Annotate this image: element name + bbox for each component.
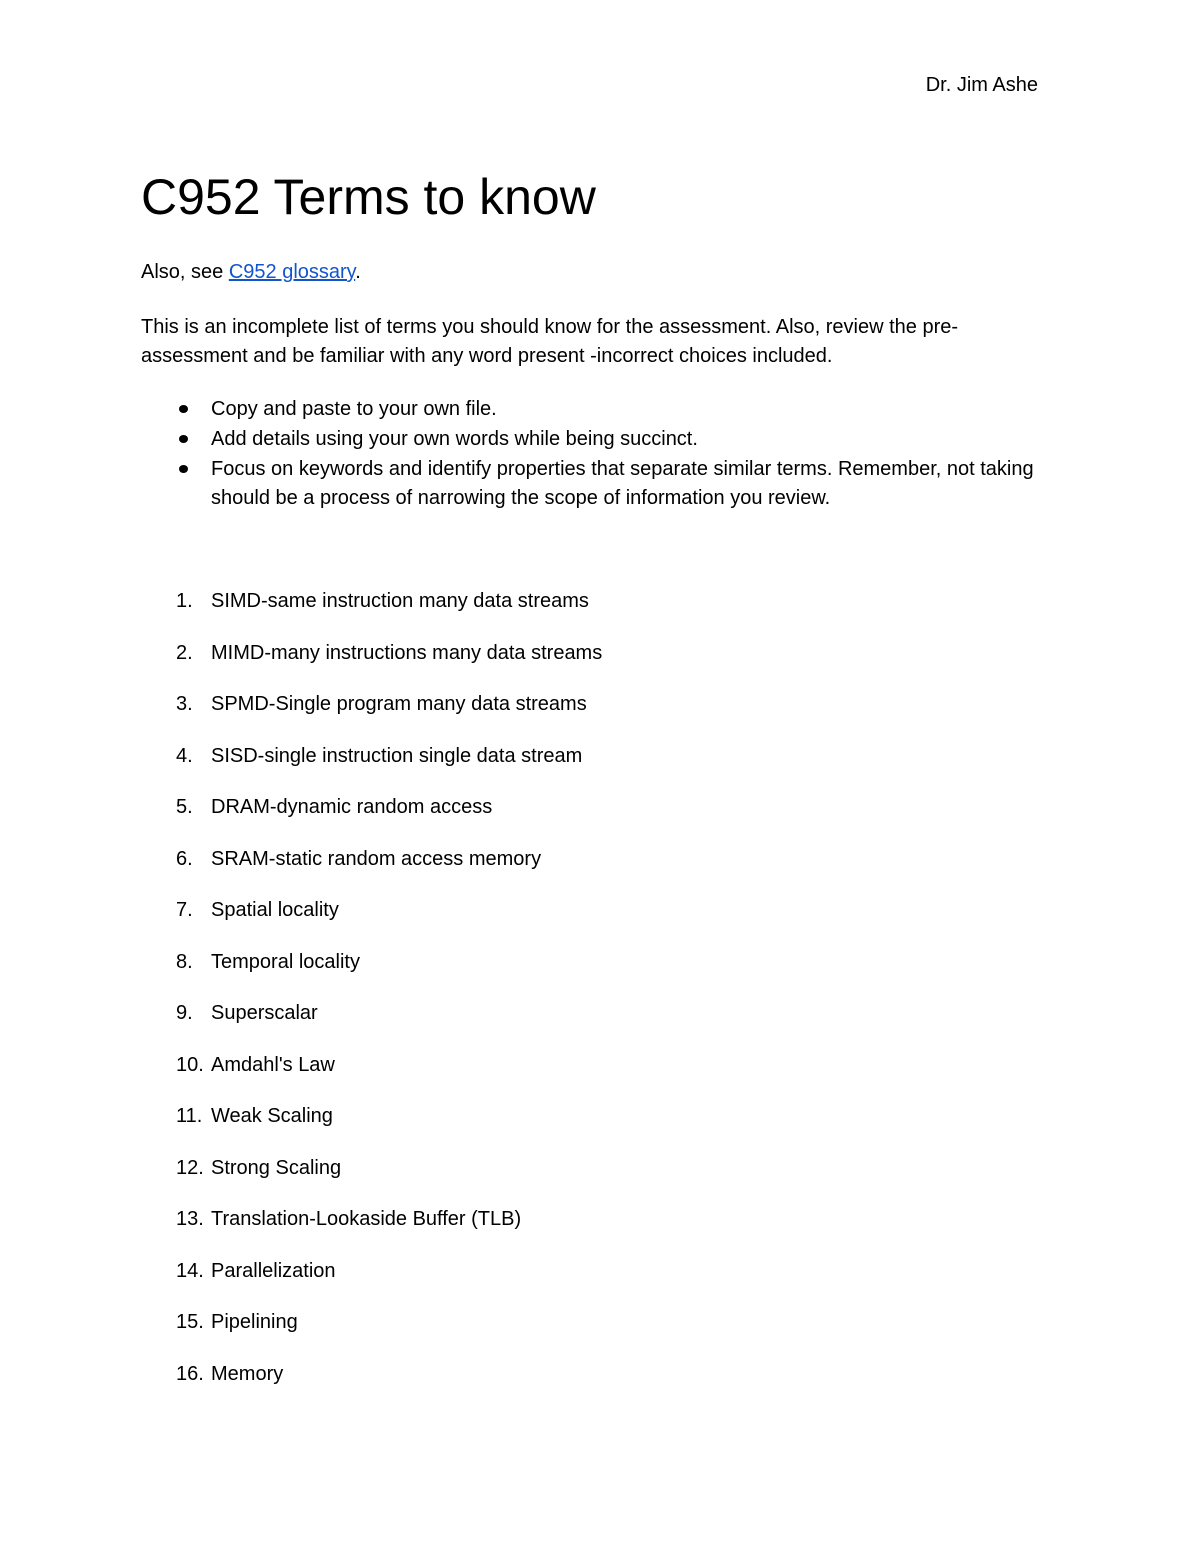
header-author: Dr. Jim Ashe <box>925 74 1038 96</box>
term-number: 3. <box>176 693 193 715</box>
term-number: 16. <box>176 1362 204 1385</box>
term-item <box>141 949 1051 1001</box>
term-item <box>141 1206 1051 1258</box>
term-text: Superscalar <box>211 1002 318 1024</box>
bullet-text: Copy and paste to your own file. <box>211 398 497 420</box>
term-number: 13. <box>176 1208 204 1230</box>
term-item <box>141 743 1051 795</box>
intro-paragraph: This is an incomplete list of terms you should know for the assessment. Also, review the pre-assessment and be familiar with any word present -incorrect choices included. <box>141 316 959 367</box>
also-see-prefix: Also, see <box>141 261 229 283</box>
term-number: 15. <box>176 1311 204 1333</box>
term-number: 6. <box>176 847 193 870</box>
term-text: SISD-single instruction single data stream <box>211 744 583 767</box>
term-number: 12. <box>176 1156 204 1179</box>
term-text: Temporal locality <box>211 950 360 973</box>
term-number: 8. <box>176 950 193 973</box>
term-text: DRAM-dynamic random access <box>211 796 493 818</box>
term-text: Strong Scaling <box>211 1156 342 1179</box>
instructions-bullet-list <box>141 395 1051 514</box>
glossary-link[interactable]: C952 glossary <box>228 261 356 283</box>
term-text: Amdahl's Law <box>211 1053 335 1076</box>
term-number: 5. <box>176 796 193 818</box>
bullet-item <box>141 455 1051 512</box>
term-text: SIMD-same instruction many data streams <box>211 590 589 612</box>
term-number: 9. <box>176 1002 193 1024</box>
term-item <box>141 588 1051 640</box>
page-title: C952 Terms to know <box>141 169 596 225</box>
bullet-dot-icon <box>179 465 188 473</box>
term-item <box>141 1361 1051 1413</box>
term-item <box>141 846 1051 898</box>
term-text: Spatial locality <box>211 899 339 921</box>
term-text: Parallelization <box>211 1259 336 1282</box>
term-item <box>141 1258 1051 1310</box>
term-number: 7. <box>176 899 193 921</box>
bullet-dot-icon <box>179 435 188 443</box>
term-number: 2. <box>176 641 193 664</box>
term-number: 4. <box>176 744 193 767</box>
term-number: 14. <box>176 1259 204 1282</box>
term-item <box>141 1000 1051 1052</box>
term-text: Pipelining <box>211 1311 298 1333</box>
term-item <box>141 1155 1051 1207</box>
term-text: Memory <box>211 1362 284 1385</box>
term-number: 10. <box>176 1053 204 1076</box>
bullet-item <box>141 395 1051 424</box>
term-item <box>141 691 1051 743</box>
also-see-suffix: . <box>355 261 361 283</box>
term-text: SPMD-Single program many data streams <box>211 693 587 715</box>
term-text: MIMD-many instructions many data streams <box>211 641 603 664</box>
term-item <box>141 640 1051 692</box>
term-item <box>141 1052 1051 1104</box>
term-item <box>141 1103 1051 1155</box>
term-text: Weak Scaling <box>211 1105 333 1127</box>
also-see-line <box>141 259 361 285</box>
term-number: 1. <box>176 590 193 612</box>
bullet-item <box>141 425 1051 454</box>
bullet-dot-icon <box>179 405 188 413</box>
term-text: Translation-Lookaside Buffer (TLB) <box>211 1208 522 1230</box>
term-text: SRAM-static random access memory <box>211 847 542 870</box>
bullet-text: Add details using your own words while being succinct. <box>211 428 698 450</box>
term-item <box>141 897 1051 949</box>
term-item <box>141 1309 1051 1361</box>
bullet-text: Focus on keywords and identify properties that separate similar terms. Remember, not taking should be a process of narrowing the scope of information you review. <box>211 458 1034 509</box>
term-number: 11. <box>176 1105 203 1127</box>
term-item <box>141 794 1051 846</box>
terms-list <box>141 588 1051 1412</box>
